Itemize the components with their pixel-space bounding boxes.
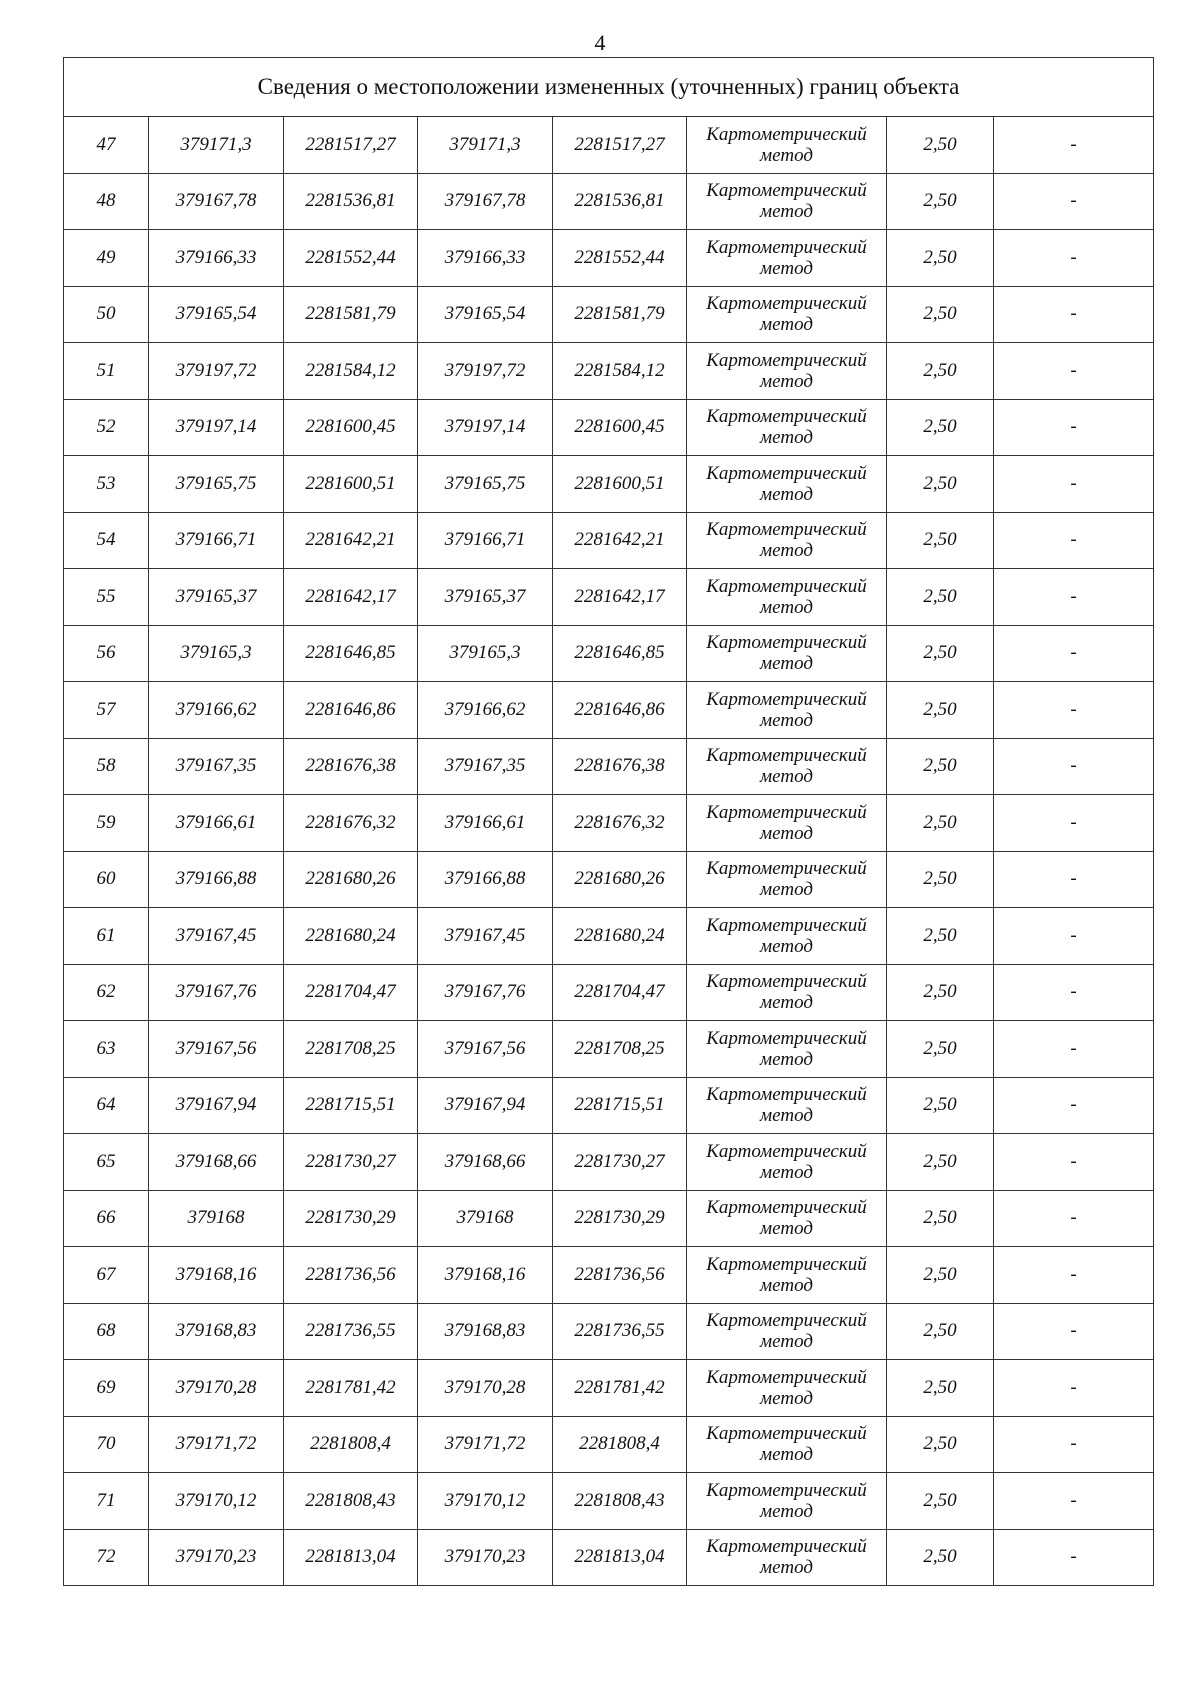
existing-y-cell: 2281676,32 <box>284 795 418 852</box>
point-number-cell: 49 <box>64 230 149 287</box>
note-cell: - <box>994 512 1154 569</box>
table-row <box>64 230 1154 287</box>
accuracy-cell: 2,50 <box>887 851 994 908</box>
accuracy-cell: 2,50 <box>887 230 994 287</box>
point-number-cell: 48 <box>64 173 149 230</box>
note-cell: - <box>994 569 1154 626</box>
point-number-cell: 55 <box>64 569 149 626</box>
point-number-cell: 66 <box>64 1190 149 1247</box>
existing-x-cell: 379171,3 <box>149 117 284 174</box>
method-text: метод <box>760 370 813 392</box>
note-cell: - <box>994 173 1154 230</box>
existing-y-cell: 2281642,17 <box>284 569 418 626</box>
refined-x-cell: 379167,94 <box>418 1077 553 1134</box>
refined-y-cell: 2281715,51 <box>553 1077 687 1134</box>
method-text: Картометрический <box>706 575 867 597</box>
accuracy-cell: 2,50 <box>887 343 994 400</box>
method-text: метод <box>760 766 813 788</box>
existing-x-cell: 379165,3 <box>149 625 284 682</box>
accuracy-cell: 2,50 <box>887 399 994 456</box>
refined-x-cell: 379167,76 <box>418 964 553 1021</box>
point-number-cell: 68 <box>64 1303 149 1360</box>
point-number-cell: 67 <box>64 1247 149 1304</box>
method-text: Картометрический <box>706 688 867 710</box>
note-cell: - <box>994 230 1154 287</box>
refined-y-cell: 2281781,42 <box>553 1360 687 1417</box>
refined-y-cell: 2281680,26 <box>553 851 687 908</box>
existing-x-cell: 379167,94 <box>149 1077 284 1134</box>
method-text: Картометрический <box>706 180 867 202</box>
accuracy-cell: 2,50 <box>887 286 994 343</box>
accuracy-cell: 2,50 <box>887 1473 994 1530</box>
existing-y-cell: 2281600,45 <box>284 399 418 456</box>
table-title: Сведения о местоположении измененных (уточненных) границ объекта <box>64 58 1154 117</box>
existing-y-cell: 2281646,86 <box>284 682 418 739</box>
note-cell: - <box>994 795 1154 852</box>
existing-x-cell: 379197,72 <box>149 343 284 400</box>
method-text: Картометрический <box>706 1310 867 1332</box>
accuracy-cell: 2,50 <box>887 1134 994 1191</box>
point-number-cell: 62 <box>64 964 149 1021</box>
refined-x-cell: 379170,23 <box>418 1529 553 1586</box>
accuracy-cell: 2,50 <box>887 1247 994 1304</box>
table-row <box>64 456 1154 513</box>
method-cell <box>687 286 887 343</box>
method-cell <box>687 399 887 456</box>
existing-y-cell: 2281730,27 <box>284 1134 418 1191</box>
point-number-cell: 60 <box>64 851 149 908</box>
method-cell <box>687 1077 887 1134</box>
refined-x-cell: 379165,37 <box>418 569 553 626</box>
method-text: метод <box>760 1500 813 1522</box>
accuracy-cell: 2,50 <box>887 1416 994 1473</box>
method-text: метод <box>760 935 813 957</box>
method-cell <box>687 964 887 1021</box>
accuracy-cell: 2,50 <box>887 1190 994 1247</box>
existing-x-cell: 379167,45 <box>149 908 284 965</box>
refined-y-cell: 2281517,27 <box>553 117 687 174</box>
refined-x-cell: 379168,16 <box>418 1247 553 1304</box>
method-text: Картометрический <box>706 519 867 541</box>
note-cell: - <box>994 117 1154 174</box>
method-cell <box>687 851 887 908</box>
refined-y-cell: 2281730,27 <box>553 1134 687 1191</box>
table-row <box>64 1190 1154 1247</box>
note-cell: - <box>994 456 1154 513</box>
refined-x-cell: 379167,78 <box>418 173 553 230</box>
refined-x-cell: 379165,75 <box>418 456 553 513</box>
point-number-cell: 58 <box>64 738 149 795</box>
method-text: метод <box>760 201 813 223</box>
refined-x-cell: 379166,62 <box>418 682 553 739</box>
method-cell <box>687 1416 887 1473</box>
refined-y-cell: 2281552,44 <box>553 230 687 287</box>
point-number-cell: 71 <box>64 1473 149 1530</box>
existing-x-cell: 379170,28 <box>149 1360 284 1417</box>
existing-x-cell: 379168,83 <box>149 1303 284 1360</box>
refined-y-cell: 2281736,55 <box>553 1303 687 1360</box>
method-text: метод <box>760 1557 813 1579</box>
note-cell: - <box>994 1416 1154 1473</box>
table-row <box>64 625 1154 682</box>
existing-y-cell: 2281808,43 <box>284 1473 418 1530</box>
note-cell: - <box>994 1077 1154 1134</box>
accuracy-cell: 2,50 <box>887 1021 994 1078</box>
table-row <box>64 908 1154 965</box>
accuracy-cell: 2,50 <box>887 456 994 513</box>
refined-y-cell: 2281600,51 <box>553 456 687 513</box>
refined-y-cell: 2281808,4 <box>553 1416 687 1473</box>
method-text: метод <box>760 1444 813 1466</box>
method-cell <box>687 1190 887 1247</box>
method-text: Картометрический <box>706 1197 867 1219</box>
refined-y-cell: 2281600,45 <box>553 399 687 456</box>
refined-y-cell: 2281584,12 <box>553 343 687 400</box>
refined-y-cell: 2281730,29 <box>553 1190 687 1247</box>
method-text: метод <box>760 483 813 505</box>
point-number-cell: 47 <box>64 117 149 174</box>
table-title-row <box>64 58 1154 117</box>
method-text: метод <box>760 1331 813 1353</box>
method-text: Картометрический <box>706 236 867 258</box>
table-row <box>64 286 1154 343</box>
existing-y-cell: 2281584,12 <box>284 343 418 400</box>
point-number-cell: 64 <box>64 1077 149 1134</box>
method-text: метод <box>760 1274 813 1296</box>
accuracy-cell: 2,50 <box>887 682 994 739</box>
point-number-cell: 57 <box>64 682 149 739</box>
existing-x-cell: 379167,56 <box>149 1021 284 1078</box>
refined-x-cell: 379197,14 <box>418 399 553 456</box>
existing-y-cell: 2281680,24 <box>284 908 418 965</box>
method-text: метод <box>760 257 813 279</box>
table-row <box>64 1529 1154 1586</box>
table-row <box>64 795 1154 852</box>
point-number-cell: 53 <box>64 456 149 513</box>
note-cell: - <box>994 738 1154 795</box>
method-text: Картометрический <box>706 1536 867 1558</box>
existing-x-cell: 379165,37 <box>149 569 284 626</box>
note-cell: - <box>994 964 1154 1021</box>
refined-x-cell: 379168,66 <box>418 1134 553 1191</box>
method-text: метод <box>760 144 813 166</box>
method-cell <box>687 1529 887 1586</box>
refined-y-cell: 2281642,21 <box>553 512 687 569</box>
method-cell <box>687 1021 887 1078</box>
method-text: Картометрический <box>706 632 867 654</box>
method-text: метод <box>760 1161 813 1183</box>
table-row <box>64 1077 1154 1134</box>
accuracy-cell: 2,50 <box>887 117 994 174</box>
accuracy-cell: 2,50 <box>887 1529 994 1586</box>
point-number-cell: 72 <box>64 1529 149 1586</box>
accuracy-cell: 2,50 <box>887 625 994 682</box>
point-number-cell: 56 <box>64 625 149 682</box>
note-cell: - <box>994 625 1154 682</box>
existing-y-cell: 2281517,27 <box>284 117 418 174</box>
point-number-cell: 51 <box>64 343 149 400</box>
note-cell: - <box>994 343 1154 400</box>
existing-x-cell: 379167,35 <box>149 738 284 795</box>
refined-y-cell: 2281646,85 <box>553 625 687 682</box>
existing-x-cell: 379166,33 <box>149 230 284 287</box>
accuracy-cell: 2,50 <box>887 512 994 569</box>
refined-x-cell: 379167,35 <box>418 738 553 795</box>
existing-x-cell: 379165,54 <box>149 286 284 343</box>
method-text: метод <box>760 822 813 844</box>
existing-x-cell: 379166,61 <box>149 795 284 852</box>
note-cell: - <box>994 908 1154 965</box>
existing-x-cell: 379168,66 <box>149 1134 284 1191</box>
note-cell: - <box>994 286 1154 343</box>
existing-x-cell: 379165,75 <box>149 456 284 513</box>
method-cell <box>687 230 887 287</box>
method-text: Картометрический <box>706 1479 867 1501</box>
refined-y-cell: 2281536,81 <box>553 173 687 230</box>
existing-x-cell: 379166,62 <box>149 682 284 739</box>
existing-y-cell: 2281581,79 <box>284 286 418 343</box>
page-number: 4 <box>594 30 606 55</box>
refined-x-cell: 379168 <box>418 1190 553 1247</box>
table-row <box>64 343 1154 400</box>
method-text: Картометрический <box>706 858 867 880</box>
method-text: Картометрический <box>706 406 867 428</box>
refined-y-cell: 2281708,25 <box>553 1021 687 1078</box>
method-cell <box>687 1134 887 1191</box>
table-row <box>64 1360 1154 1417</box>
method-text: метод <box>760 879 813 901</box>
method-text: метод <box>760 992 813 1014</box>
method-text: метод <box>760 1387 813 1409</box>
refined-x-cell: 379168,83 <box>418 1303 553 1360</box>
refined-y-cell: 2281736,56 <box>553 1247 687 1304</box>
accuracy-cell: 2,50 <box>887 1303 994 1360</box>
note-cell: - <box>994 682 1154 739</box>
method-text: Картометрический <box>706 1253 867 1275</box>
method-text: метод <box>760 596 813 618</box>
method-text: Картометрический <box>706 801 867 823</box>
point-number-cell: 50 <box>64 286 149 343</box>
method-text: Картометрический <box>706 123 867 145</box>
table-row <box>64 399 1154 456</box>
accuracy-cell: 2,50 <box>887 964 994 1021</box>
accuracy-cell: 2,50 <box>887 173 994 230</box>
refined-y-cell: 2281642,17 <box>553 569 687 626</box>
refined-y-cell: 2281676,32 <box>553 795 687 852</box>
table-row <box>64 1473 1154 1530</box>
note-cell: - <box>994 851 1154 908</box>
accuracy-cell: 2,50 <box>887 795 994 852</box>
existing-y-cell: 2281708,25 <box>284 1021 418 1078</box>
existing-x-cell: 379168,16 <box>149 1247 284 1304</box>
point-number-cell: 59 <box>64 795 149 852</box>
existing-x-cell: 379167,76 <box>149 964 284 1021</box>
method-text: Картометрический <box>706 1423 867 1445</box>
refined-x-cell: 379167,45 <box>418 908 553 965</box>
method-text: метод <box>760 1048 813 1070</box>
accuracy-cell: 2,50 <box>887 1077 994 1134</box>
method-cell <box>687 1247 887 1304</box>
table-row <box>64 1247 1154 1304</box>
method-cell <box>687 1473 887 1530</box>
table-row <box>64 569 1154 626</box>
existing-x-cell: 379171,72 <box>149 1416 284 1473</box>
method-cell <box>687 117 887 174</box>
refined-x-cell: 379166,88 <box>418 851 553 908</box>
table-row <box>64 682 1154 739</box>
method-cell <box>687 625 887 682</box>
refined-y-cell: 2281680,24 <box>553 908 687 965</box>
note-cell: - <box>994 1190 1154 1247</box>
note-cell: - <box>994 1134 1154 1191</box>
table-row <box>64 512 1154 569</box>
refined-x-cell: 379166,33 <box>418 230 553 287</box>
method-text: метод <box>760 709 813 731</box>
refined-x-cell: 379171,72 <box>418 1416 553 1473</box>
table-row <box>64 738 1154 795</box>
table-row <box>64 173 1154 230</box>
point-number-cell: 63 <box>64 1021 149 1078</box>
existing-x-cell: 379166,71 <box>149 512 284 569</box>
table-row <box>64 1416 1154 1473</box>
note-cell: - <box>994 1303 1154 1360</box>
existing-y-cell: 2281781,42 <box>284 1360 418 1417</box>
refined-y-cell: 2281676,38 <box>553 738 687 795</box>
table-row <box>64 964 1154 1021</box>
method-cell <box>687 456 887 513</box>
method-text: метод <box>760 427 813 449</box>
note-cell: - <box>994 399 1154 456</box>
note-cell: - <box>994 1247 1154 1304</box>
refined-y-cell: 2281704,47 <box>553 964 687 1021</box>
method-text: Картометрический <box>706 745 867 767</box>
refined-y-cell: 2281808,43 <box>553 1473 687 1530</box>
table-row <box>64 117 1154 174</box>
method-text: метод <box>760 1105 813 1127</box>
coordinates-table <box>63 57 1154 1586</box>
table-row <box>64 1303 1154 1360</box>
method-text: Картометрический <box>706 293 867 315</box>
existing-y-cell: 2281600,51 <box>284 456 418 513</box>
point-number-cell: 52 <box>64 399 149 456</box>
refined-x-cell: 379171,3 <box>418 117 553 174</box>
method-text: метод <box>760 314 813 336</box>
refined-x-cell: 379170,12 <box>418 1473 553 1530</box>
existing-y-cell: 2281680,26 <box>284 851 418 908</box>
method-text: метод <box>760 653 813 675</box>
existing-y-cell: 2281704,47 <box>284 964 418 1021</box>
method-cell <box>687 173 887 230</box>
existing-x-cell: 379168 <box>149 1190 284 1247</box>
refined-x-cell: 379165,3 <box>418 625 553 682</box>
point-number-cell: 61 <box>64 908 149 965</box>
accuracy-cell: 2,50 <box>887 908 994 965</box>
method-text: метод <box>760 540 813 562</box>
method-cell <box>687 908 887 965</box>
refined-y-cell: 2281581,79 <box>553 286 687 343</box>
method-cell <box>687 512 887 569</box>
point-number-cell: 65 <box>64 1134 149 1191</box>
method-text: Картометрический <box>706 914 867 936</box>
refined-y-cell: 2281646,86 <box>553 682 687 739</box>
existing-x-cell: 379166,88 <box>149 851 284 908</box>
table-row <box>64 1021 1154 1078</box>
method-cell <box>687 343 887 400</box>
method-cell <box>687 569 887 626</box>
method-text: Картометрический <box>706 1366 867 1388</box>
existing-y-cell: 2281736,55 <box>284 1303 418 1360</box>
existing-y-cell: 2281552,44 <box>284 230 418 287</box>
existing-y-cell: 2281813,04 <box>284 1529 418 1586</box>
method-text: Картометрический <box>706 1084 867 1106</box>
method-cell <box>687 738 887 795</box>
refined-x-cell: 379170,28 <box>418 1360 553 1417</box>
refined-y-cell: 2281813,04 <box>553 1529 687 1586</box>
accuracy-cell: 2,50 <box>887 569 994 626</box>
refined-x-cell: 379165,54 <box>418 286 553 343</box>
existing-y-cell: 2281730,29 <box>284 1190 418 1247</box>
note-cell: - <box>994 1529 1154 1586</box>
refined-x-cell: 379166,61 <box>418 795 553 852</box>
existing-x-cell: 379170,23 <box>149 1529 284 1586</box>
method-text: Картометрический <box>706 1027 867 1049</box>
method-text: Картометрический <box>706 971 867 993</box>
existing-y-cell: 2281536,81 <box>284 173 418 230</box>
point-number-cell: 54 <box>64 512 149 569</box>
table-row <box>64 1134 1154 1191</box>
existing-x-cell: 379197,14 <box>149 399 284 456</box>
method-text: метод <box>760 1218 813 1240</box>
note-cell: - <box>994 1473 1154 1530</box>
note-cell: - <box>994 1360 1154 1417</box>
method-text: Картометрический <box>706 349 867 371</box>
accuracy-cell: 2,50 <box>887 1360 994 1417</box>
note-cell: - <box>994 1021 1154 1078</box>
method-cell <box>687 1303 887 1360</box>
method-cell <box>687 1360 887 1417</box>
existing-y-cell: 2281646,85 <box>284 625 418 682</box>
existing-y-cell: 2281736,56 <box>284 1247 418 1304</box>
method-cell <box>687 682 887 739</box>
refined-x-cell: 379167,56 <box>418 1021 553 1078</box>
method-cell <box>687 795 887 852</box>
refined-x-cell: 379166,71 <box>418 512 553 569</box>
existing-y-cell: 2281676,38 <box>284 738 418 795</box>
accuracy-cell: 2,50 <box>887 738 994 795</box>
point-number-cell: 70 <box>64 1416 149 1473</box>
refined-x-cell: 379197,72 <box>418 343 553 400</box>
method-text: Картометрический <box>706 1140 867 1162</box>
table-row <box>64 851 1154 908</box>
existing-y-cell: 2281808,4 <box>284 1416 418 1473</box>
existing-y-cell: 2281715,51 <box>284 1077 418 1134</box>
point-number-cell: 69 <box>64 1360 149 1417</box>
existing-x-cell: 379167,78 <box>149 173 284 230</box>
existing-y-cell: 2281642,21 <box>284 512 418 569</box>
method-text: Картометрический <box>706 462 867 484</box>
existing-x-cell: 379170,12 <box>149 1473 284 1530</box>
